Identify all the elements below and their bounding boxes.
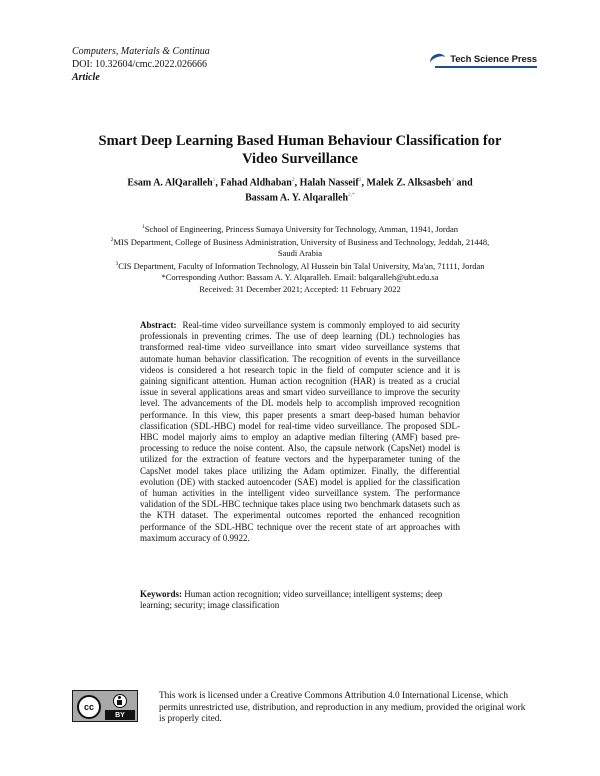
author-list xyxy=(100,174,500,205)
author-name: Halah Nasseif xyxy=(299,177,359,189)
author-separator: and xyxy=(454,177,473,189)
publisher-underline xyxy=(435,66,537,68)
author-name: Esam A. AlQaralleh xyxy=(127,177,213,189)
attribution-person-icon xyxy=(113,694,127,708)
cc-by-license-badge[interactable] xyxy=(72,690,138,722)
author-affiliation-mark: 2,* xyxy=(348,192,355,199)
author-name: Fahad Aldhaban xyxy=(220,177,292,189)
affiliation-text: CIS Department, Faculty of Information Technology, Al Hussein bin Talal University, Ma'an, 71111, Jordan xyxy=(118,261,485,272)
creative-commons-icon: cc xyxy=(77,695,101,719)
paper-title: Smart Deep Learning Based Human Behaviour Classification for Video Surveillance xyxy=(98,133,502,167)
author-affiliation-mark: 1 xyxy=(212,177,216,183)
affiliation-mark: 2 xyxy=(110,237,114,244)
keywords-label: Keywords: xyxy=(140,589,182,599)
abstract xyxy=(140,320,460,544)
author-affiliation-mark: 2 xyxy=(358,177,362,183)
by-label: BY xyxy=(105,710,135,720)
abstract-text: Real-time video surveillance system is commonly employed to aid security professionals in preventing crimes. The use of deep learning (DL) technologies has transformed real-time video surveillance into smart video surveillance systems that automate human behavior classification. The recognition of events in the surveillance videos is considered a hot research topic in the field of computer science and it is gaining significant attention. Human action recognition (HAR) is treated as a crucial issue in several applications areas and smart video surveillance to improve the security level. The advancements of the DL models help to accomplish improved recognition performance. In this view, this paper presents a smart deep-based human behavior classification (SDL-HBC) model for real-time video surveillance. The proposed SDL-HBC model majorly aims to employ an adaptive median filtering (AMF) based pre-processing to reduce the noise content. Also, the capsule network (CapsNet) model is utilized for the extraction of feature vectors and the hyperparameter tuning of the CapsNet model takes place utilizing the Adam optimizer. Finally, the differential evolution (DE) with stacked autoencoder (SAE) model is applied for the classification of human activities in the intelligent video surveillance system. The performance validation of the SDL-HBC technique takes place using two benchmark datasets such as the KTH dataset. The experimental outcomes reported the enhanced recognition performance of the SDL-HBC technique over the recent state of art approaches with maximum accuracy of 0.9922. xyxy=(140,320,461,543)
received-accepted-dates: Received: 31 December 2021; Accepted: 11 February 2022 xyxy=(199,283,401,294)
author-separator: , xyxy=(215,177,221,189)
affiliation-mark: 1 xyxy=(141,224,145,230)
author-separator: , xyxy=(294,177,300,189)
affiliation-text: School of Engineering, Princess Sumaya University for Technology, Amman, 11941, Jordan xyxy=(144,223,459,234)
journal-header xyxy=(72,45,210,84)
abstract-label: Abstract: xyxy=(140,320,177,330)
journal-name: Computers, Materials & Continua xyxy=(72,46,210,57)
affiliation-text: MIS Department, College of Business Administration, University of Business and Technology, Jeddah, 21448, Saudi Arabia xyxy=(113,236,490,259)
publisher-name: Tech Science Press xyxy=(450,53,537,65)
affiliation-mark: 3 xyxy=(115,261,119,268)
corresponding-author: *Corresponding Author: Bassam A. Y. Alqaralleh. Email: balqaralleh@ubt.edu.sa xyxy=(161,272,439,283)
affiliation-item xyxy=(110,222,490,235)
keywords xyxy=(140,589,460,611)
author-affiliation-mark: 3 xyxy=(451,177,455,183)
affiliation-item xyxy=(110,259,490,272)
affiliations xyxy=(110,222,490,295)
article-type: Article xyxy=(72,72,100,83)
keywords-text: Human action recognition; video surveillance; intelligent systems; deep learning; security; image classification xyxy=(140,589,443,611)
doi: DOI: 10.32604/cmc.2022.026666 xyxy=(72,59,207,70)
publisher-logo xyxy=(430,52,537,66)
affiliation-item xyxy=(110,235,490,259)
publisher-swoosh-icon xyxy=(430,52,448,66)
author-name: Malek Z. Alksasbeh xyxy=(366,177,452,189)
author-name: Bassam A. Y. Alqaralleh xyxy=(245,192,348,204)
author-separator: , xyxy=(361,177,367,189)
license-statement: This work is licensed under a Creative Commons Attribution 4.0 International License, which permits unrestricted use, distribution, and reproduction in any medium, provided the original work is properly cited. xyxy=(159,691,526,724)
author-affiliation-mark: 2 xyxy=(291,177,295,183)
